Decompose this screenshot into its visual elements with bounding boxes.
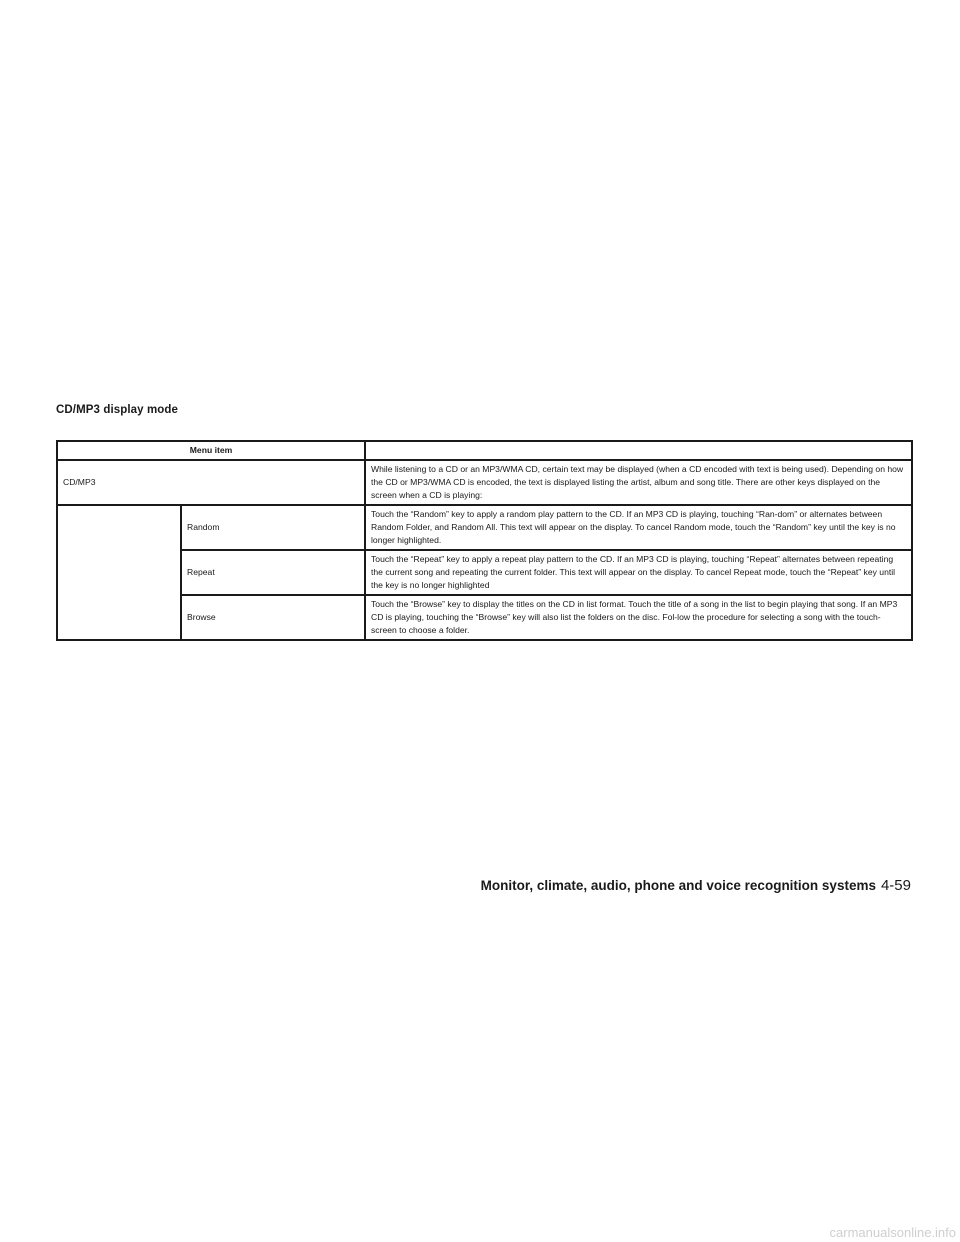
header-menu-item: Menu item	[57, 441, 365, 460]
page-number: 4-59	[880, 877, 911, 894]
watermark: carmanualsonline.info	[829, 1225, 956, 1240]
table-row	[57, 595, 912, 640]
header-action	[365, 441, 912, 460]
table-row	[57, 505, 912, 550]
row-item-empty	[57, 505, 181, 640]
row-subitem-random: Random	[181, 505, 365, 550]
row-description-repeat: Touch the “Repeat” key to apply a repeat play pattern to the CD. If an MP3 CD is playing, touching “Repeat” alternates between repeating the current song and repeating the current folder. This text will appear on the display. To cancel Repeat mode, touch the “Repeat” key until the key is no longer highlighted	[365, 550, 912, 595]
row-description-cd-mp3: While listening to a CD or an MP3/WMA CD, certain text may be displayed (when a CD encoded with text is being used). Depending on how the CD or MP3/WMA CD is encoded, the text is displayed listing the artist, album and song title. There are other keys displayed on the screen when a CD is playing:	[365, 460, 912, 505]
row-subitem-browse: Browse	[181, 595, 365, 640]
table-row	[57, 550, 912, 595]
row-description-random: Touch the “Random” key to apply a random play pattern to the CD. If an MP3 CD is playing, touching “Ran-dom” or alternates between Random Folder, and Random All. This text will appear on the display. To cancel Random mode, touch the “Random” key until the key is no longer highlighted.	[365, 505, 912, 550]
chapter-title: Monitor, climate, audio, phone and voice recognition systems	[480, 878, 876, 893]
page-footer	[481, 877, 911, 894]
row-description-browse: Touch the “Browse” key to display the titles on the CD in list format. Touch the title of a song in the list to begin playing that song. If an MP3 CD is playing, touching the “Browse” key will also list the folders on the disc. Fol-low the procedure for selecting a song with the touch-screen to choose a folder.	[365, 595, 912, 640]
row-subitem-repeat: Repeat	[181, 550, 365, 595]
section-title: CD/MP3 display mode	[56, 404, 179, 416]
table-header-row	[57, 441, 912, 460]
table-row	[57, 460, 912, 505]
menu-item-table	[56, 440, 913, 641]
row-item-cd-mp3: CD/MP3	[57, 460, 365, 505]
